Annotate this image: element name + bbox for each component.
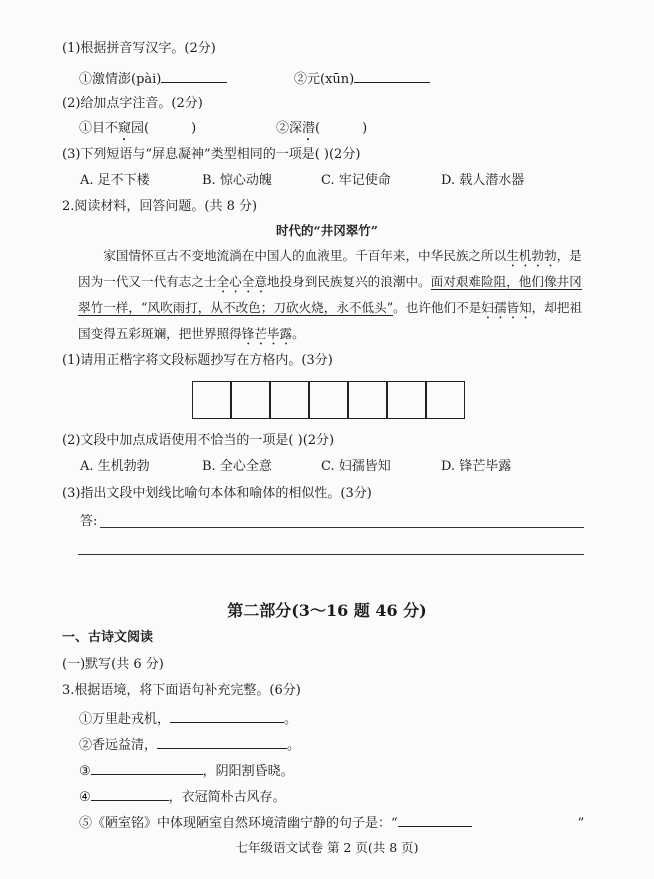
passage-text: 家国情怀亘古不变地流淌在中国人的血液里。千百年来，中华民族之所以 — [103, 248, 507, 263]
item-text: 园( — [131, 121, 150, 136]
q2-intro: 2.阅读材料，回答问题。(共 8 分) — [62, 199, 258, 214]
answer-line[interactable] — [78, 554, 584, 555]
item-text: ) — [362, 121, 368, 136]
q1-part2-label: (2)给加点字注音。(2分) — [62, 96, 203, 111]
q2-sub1-label: (1)请用正楷字将文段标题抄写在方格内。(3分) — [62, 353, 333, 368]
item-text: 。 — [284, 712, 298, 727]
dotted-idiom: 全心全意 — [216, 274, 267, 289]
writing-box[interactable] — [426, 381, 465, 419]
option-d: D. 载人潜水器 — [441, 173, 525, 188]
q1-part1-label: (1)根据拼音写汉字。(2分) — [62, 41, 216, 56]
option-b: B. 惊心动魄 — [202, 173, 272, 188]
q1-part2-item-b — [276, 120, 367, 144]
q1-part1-item-a-text: ①激情澎(pài) — [79, 72, 162, 87]
q3-label: 3.根据语境，将下面语句补充完整。(6分) — [62, 683, 301, 698]
item-text: ) — [191, 121, 197, 136]
item-text: ③ — [79, 764, 91, 779]
dotted-idiom: 生机勃勃 — [506, 248, 557, 263]
passage-paragraph — [78, 244, 586, 348]
item-text: ①万里赴戎机， — [79, 712, 171, 727]
answer-blank[interactable] — [161, 68, 227, 83]
writing-box[interactable] — [270, 381, 309, 419]
answer-label: 答: — [80, 514, 98, 529]
passage-text: 。也许他们不是 — [393, 300, 482, 315]
section-heading: 一、古诗文阅读 — [62, 630, 154, 645]
passage-text: 地投身到民族复兴的浪潮中。 — [266, 274, 431, 289]
sub2-option-b: B. 全心全意 — [202, 459, 272, 474]
answer-blank[interactable] — [170, 708, 284, 723]
part2-heading: 第二部分(3～16 题 46 分) — [227, 601, 427, 620]
writing-box[interactable] — [192, 381, 231, 419]
answer-blank[interactable] — [354, 68, 430, 83]
fill-item-2 — [79, 734, 300, 755]
answer-blank[interactable] — [157, 734, 287, 749]
answer-line[interactable] — [100, 527, 584, 528]
writing-box[interactable] — [309, 381, 348, 419]
answer-blank[interactable] — [91, 786, 169, 801]
passage-text: ，是因为一代又一代有志之士 — [78, 248, 582, 289]
dotted-idiom: 锋芒毕露 — [241, 326, 293, 341]
q1-part1-item-b — [294, 68, 430, 89]
item-text: ②深 — [276, 121, 303, 136]
dotted-char: 窥 — [118, 121, 132, 136]
q2-sub3-label: (3)指出文段中划线比喻句本体和喻体的相似性。(3分) — [62, 486, 372, 501]
q1-part1-item-a — [79, 68, 227, 89]
writing-box[interactable] — [348, 381, 387, 419]
answer-blank[interactable] — [398, 812, 472, 827]
item-text: ，衣冠简朴古风存。 — [168, 790, 286, 805]
underlined-simile: 面对艰难险阻，他们像井冈翠竹一样，“风吹雨打，从不改色；刀砍火烧，永不低头” — [78, 274, 582, 315]
writing-box[interactable] — [387, 381, 426, 419]
option-c: C. 牢记使命 — [321, 173, 391, 188]
sub2-option-c: C. 妇孺皆知 — [321, 459, 391, 474]
passage-text: 。 — [292, 326, 305, 341]
q1-part3-label: (3)下列短语与“屏息凝神”类型相同的一项是( )(2分) — [62, 147, 361, 162]
item-text: ②香远益清， — [79, 738, 158, 753]
dotted-char: 潜 — [302, 121, 316, 136]
q2-sub2-label: (2)文段中加点成语使用不恰当的一项是( )(2分) — [62, 433, 335, 448]
option-a: A. 足不下楼 — [80, 173, 150, 188]
fill-item-4 — [79, 786, 286, 807]
passage-text: ，却把祖国变得五彩斑斓，把世界照得 — [78, 300, 583, 341]
answer-blank[interactable] — [91, 760, 203, 775]
q1-part2-item-a — [79, 120, 196, 144]
sub2-option-d: D. 锋芒毕露 — [441, 459, 512, 474]
item-text: ( — [315, 121, 321, 136]
item-text: ④ — [79, 790, 91, 805]
fill-item-5 — [79, 812, 584, 833]
dotted-idiom: 妇孺皆知 — [481, 300, 532, 315]
fill-item-1 — [79, 708, 297, 729]
subsection-heading: (一)默写(共 6 分) — [62, 657, 164, 672]
item-text: ①目不 — [79, 121, 119, 136]
sub2-option-a: A. 生机勃勃 — [80, 459, 150, 474]
item-text: ⑤《陋室铭》中体现陋室自然环境清幽宁静的句子是：“ — [79, 816, 398, 831]
passage-title: 时代的“井冈翠竹” — [276, 223, 378, 238]
item-text: ，阴阳割昏晓。 — [202, 764, 294, 779]
writing-box[interactable] — [231, 381, 270, 419]
item-text: 。 — [287, 738, 301, 753]
page-footer: 七年级语文试卷 第 2 页(共 8 页) — [235, 840, 419, 855]
fill-item-3 — [79, 760, 294, 781]
q1-part1-item-b-text: ②元(xūn) — [294, 72, 355, 87]
item-text: ” — [577, 816, 585, 831]
